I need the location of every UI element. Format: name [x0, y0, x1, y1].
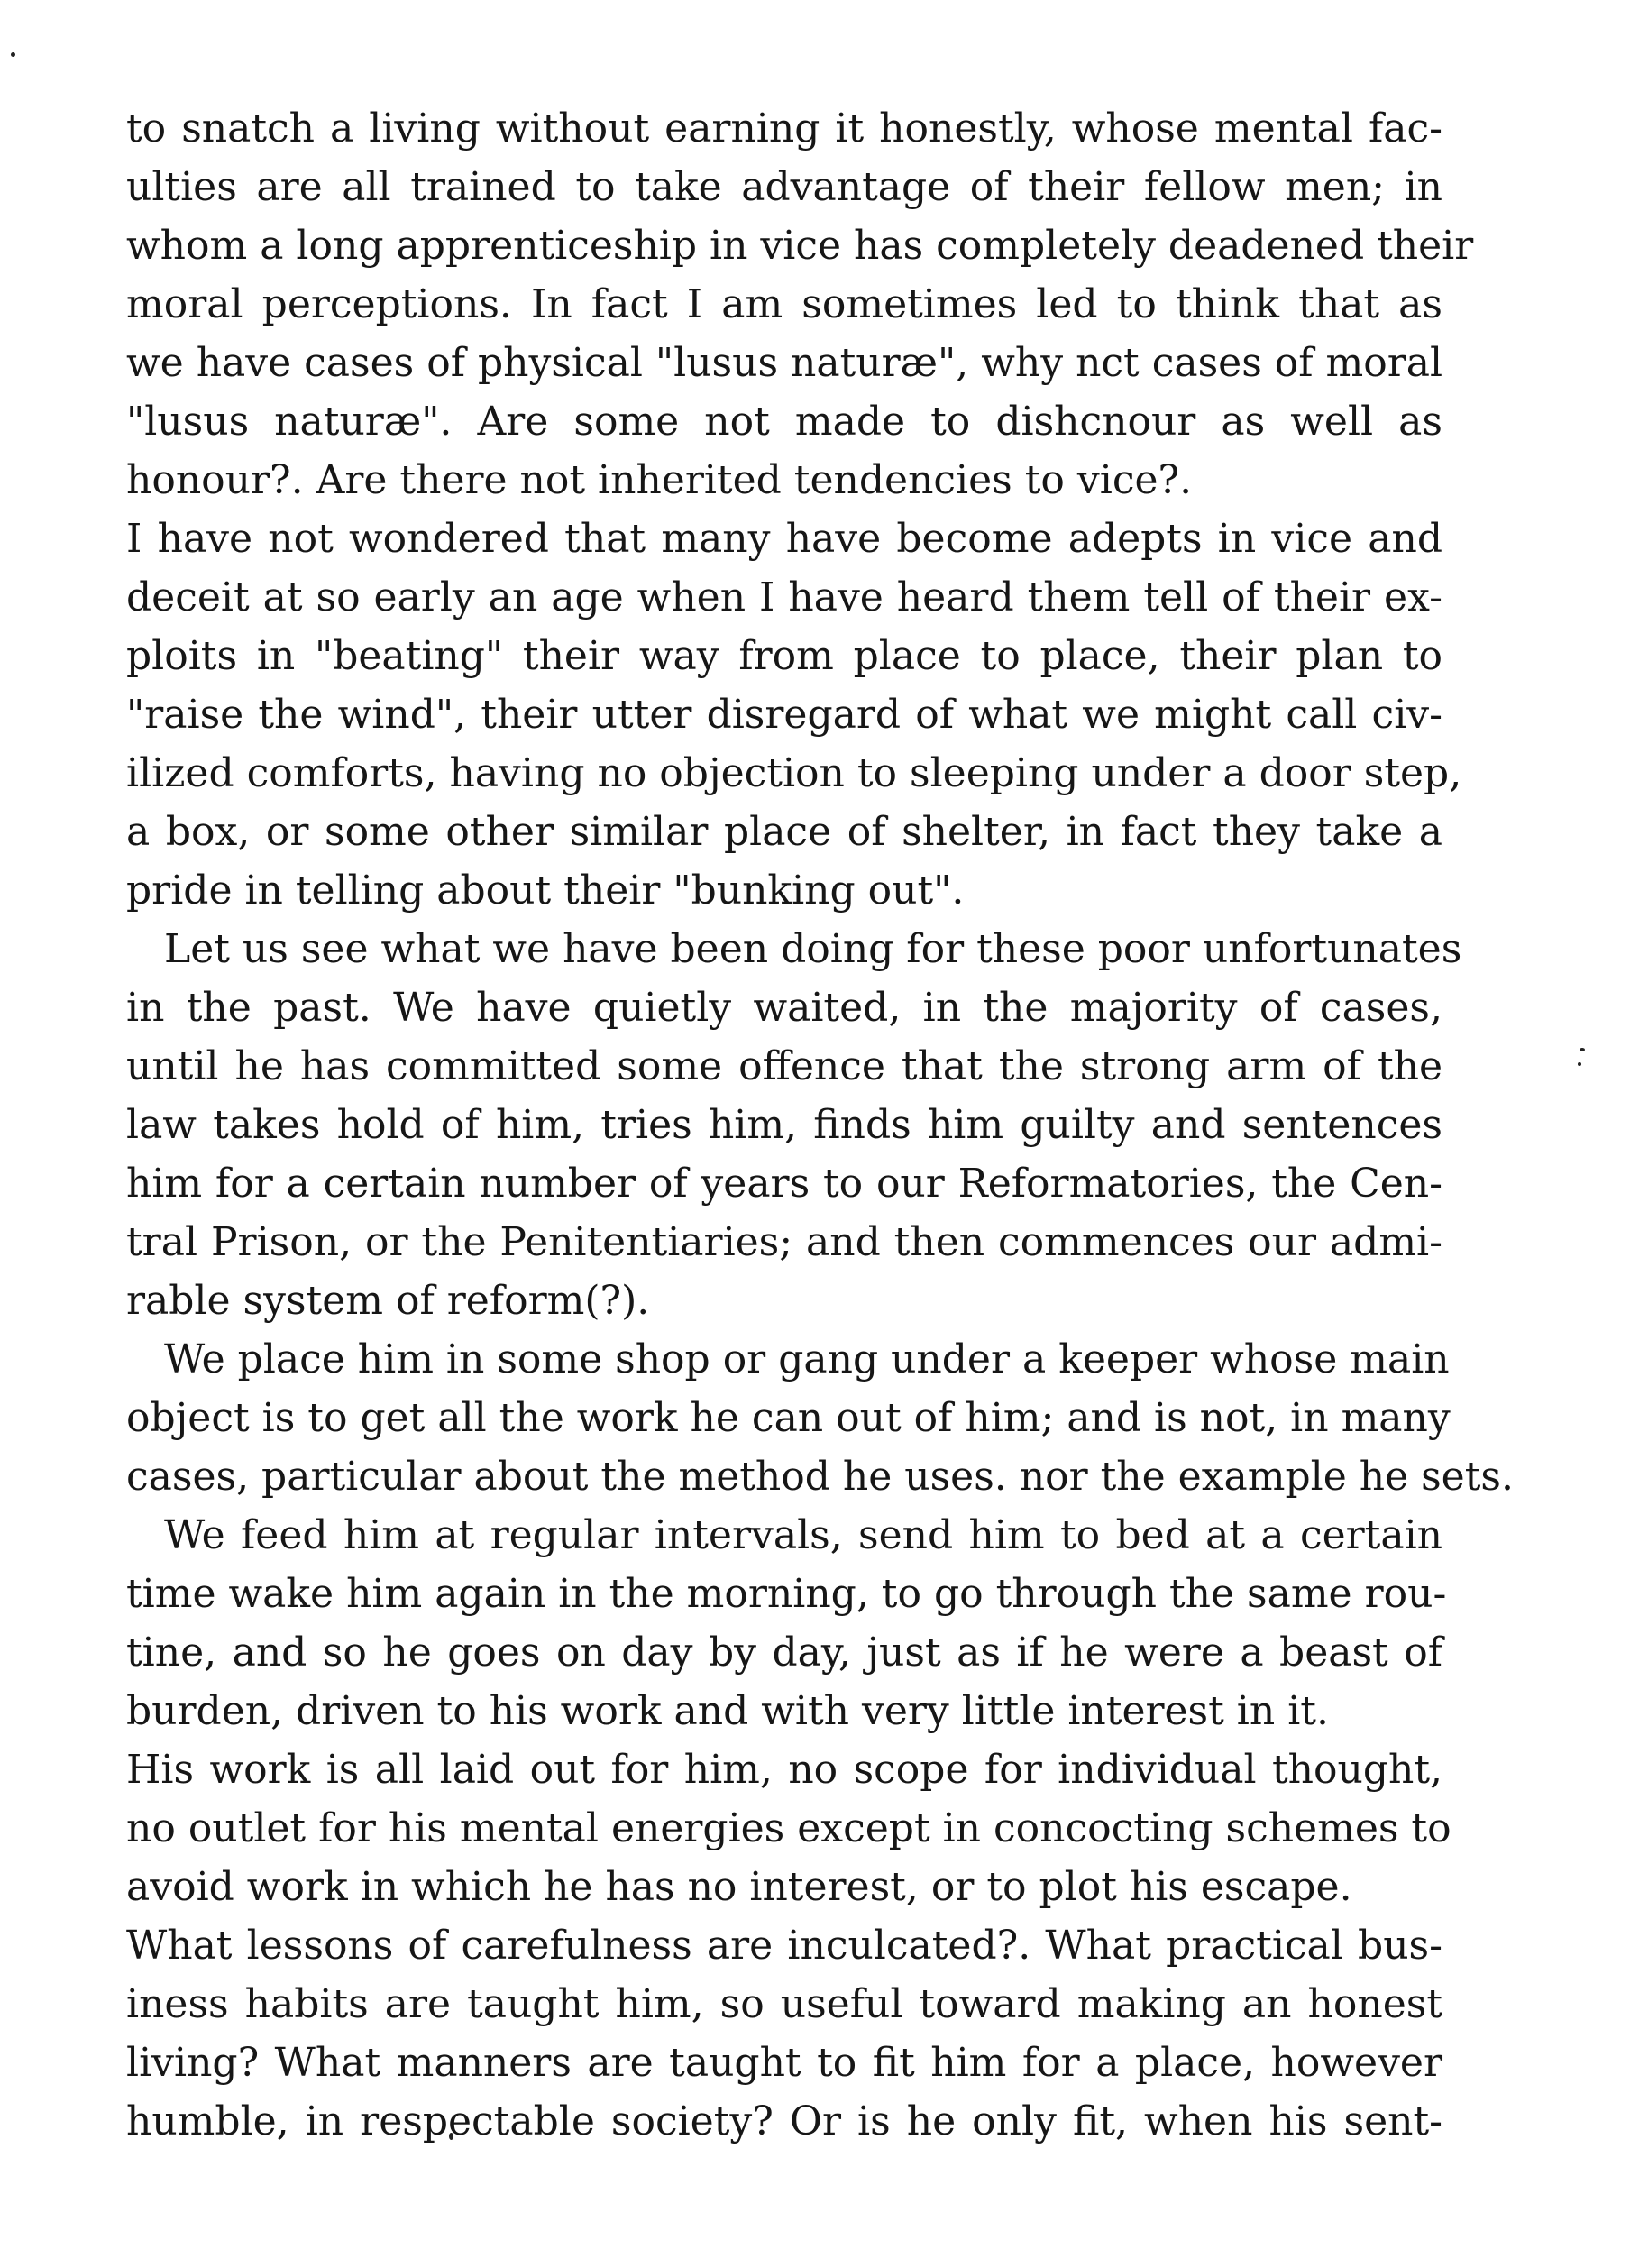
text-line: to snatch a living without earning it honestly, whose mental fac- [126, 106, 1442, 152]
text-line: "lusus naturæ". Are some not made to dishcnour as well as [126, 399, 1442, 445]
text-line: law takes hold of him, tries him, finds him guilty and sentences [126, 1102, 1442, 1148]
text-line: We place him in some shop or gang under a keeper whose main [164, 1336, 1450, 1382]
text-line: ulties are all trained to take advantage of their fellow men; in [126, 164, 1442, 210]
text-line: living? What manners are taught to fit him for a place, however [126, 2040, 1442, 2086]
text-line: Let us see what we have been doing for these poor unfortunates [164, 926, 1462, 972]
text-line: His work is all laid out for him, no scope for individual thought, [126, 1747, 1442, 1793]
text-line: We feed him at regular intervals, send him to bed at a certain [164, 1512, 1442, 1558]
text-line: iness habits are taught him, so useful toward making an honest [126, 1981, 1442, 2027]
text-line: until he has committed some offence that the strong arm of the [126, 1043, 1442, 1089]
margin-speck-top-left [11, 52, 15, 57]
text-line: honour?. Are there not inherited tendencies to vice?. [126, 457, 1193, 503]
text-line: whom a long apprenticeship in vice has completely deadened their [126, 223, 1474, 269]
margin-speck-right-lower [1578, 1062, 1581, 1066]
text-line: rable system of reform(?). [126, 1278, 650, 1324]
text-line: deceit at so early an age when I have heard them tell of their ex- [126, 574, 1442, 620]
text-line: tine, and so he goes on day by day, just as if he were a beast of [126, 1630, 1442, 1676]
text-line: "raise the wind", their utter disregard of what we might call civ- [126, 692, 1442, 738]
text-line: object is to get all the work he can out of him; and is not, in many [126, 1395, 1451, 1441]
text-line: no outlet for his mental energies except in concocting schemes to [126, 1805, 1451, 1851]
text-line: we have cases of physical "lusus naturæ", why nct cases of moral [126, 340, 1443, 386]
text-line: tral Prison, or the Penitentiaries; and then commences our admi- [126, 1219, 1442, 1265]
text-line: ploits in "beating" their way from place to place, their plan to [126, 633, 1442, 679]
text-line: moral perceptions. In fact I am sometimes led to think that as [126, 281, 1442, 327]
text-line: avoid work in which he has no interest, or to plot his escape. [126, 1864, 1352, 1910]
text-line: pride in telling about their "bunking out". [126, 868, 965, 914]
text-line: What lessons of carefulness are inculcated?. What practical bus- [126, 1923, 1442, 1969]
text-line: cases, particular about the method he uses. nor the example he sets. [126, 1454, 1514, 1500]
text-line: humble, in respectable society? Or is he only fit, when his sent- [126, 2098, 1442, 2144]
text-line: ilized comforts, having no objection to sleeping under a door step, [126, 750, 1462, 796]
text-line: time wake him again in the morning, to go through the same rou- [126, 1571, 1447, 1617]
text-line: in the past. We have quietly waited, in the majority of cases, [126, 985, 1442, 1031]
margin-speck-right [1580, 1048, 1585, 1051]
text-line: burden, driven to his work and with very little interest in it. [126, 1688, 1329, 1734]
text-line: a box, or some other similar place of shelter, in fact they take a [126, 809, 1442, 855]
body-text [126, 99, 1514, 2151]
text-line: him for a certain number of years to our Reformatories, the Cen- [126, 1161, 1442, 1207]
text-line: I have not wondered that many have become adepts in vice and [126, 516, 1442, 562]
